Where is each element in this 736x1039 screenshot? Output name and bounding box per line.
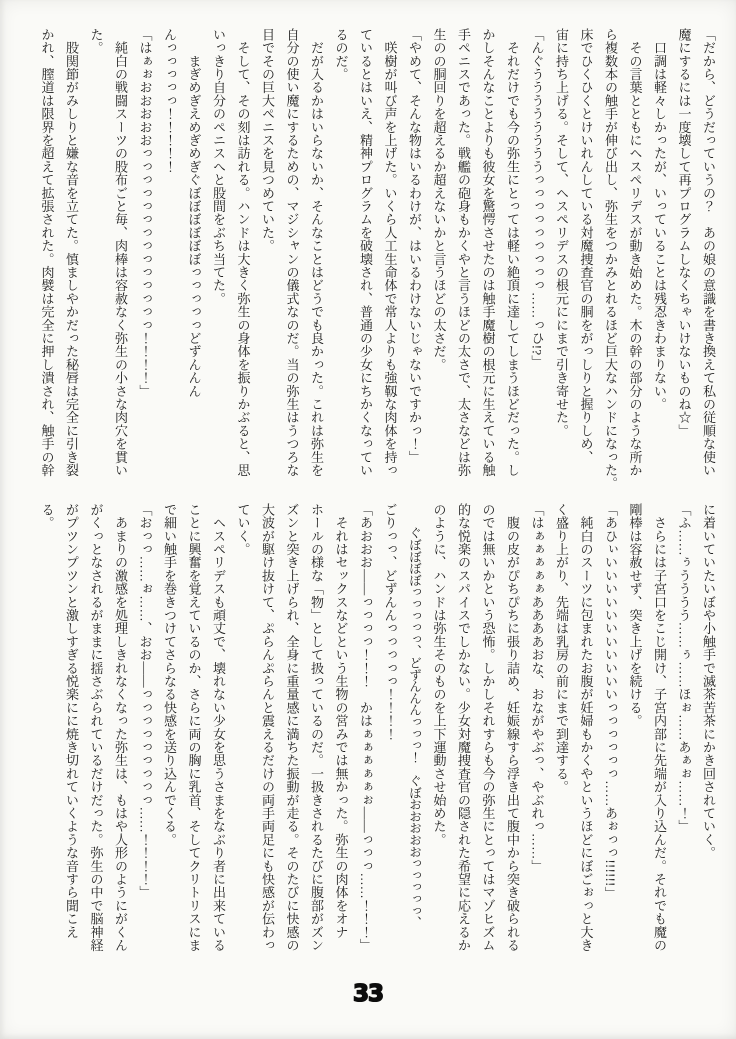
text-line: 「あひぃいいいいいいいいいいいっっっっっっ……あぉっっ!!!!!!」 <box>603 503 618 900</box>
text-line: 純白の戦闘スーツの股布ごと毎、肉棒は容赦なく弥生の小さな肉穴を貫い <box>113 28 128 477</box>
text-line: 「んぐううううううううっっっっっっっっっ……っひ!?」 <box>529 28 545 369</box>
text-line: いっきり自分のペニスへと股間をぶち当てた。 <box>211 28 226 306</box>
text-line: 床でひくひくとけいれんしている対魔捜査官の胴をがっしりと握りしめ、 <box>578 28 594 464</box>
text-line: のように、ハンドは弥生そのものを上下運動させ始めた。 <box>431 503 447 847</box>
text-line: 「だから、どうだっていうの？ あの娘の意識を書き換えて私の従順な使い <box>701 28 716 477</box>
text-line: 咲樹が叫び声を上げた。いくら人工生命体で常人よりも強靱な肉体を持っ <box>382 28 398 477</box>
text-line: 純白のスーツに包まれたお腹が妊婦もかくやというほどにぼごぉっと大き <box>578 503 594 952</box>
text-line: それはセックスなどという生物の営みでは無かった。弥生の肉体をオナ <box>333 503 349 939</box>
page-number: 33 <box>352 981 384 1007</box>
text-line: 腹の皮がぴちぴちに張り詰め、妊娠線すら浮き出て腹中から突き破られる <box>505 503 520 952</box>
text-line: そして、その刻は訪れる。ハンドは大きく弥生の身体を振りかぶると、思 <box>235 28 251 477</box>
text-line: 股関節がみしりと嫌な音を立てた。慎ましやかだった秘唇は完全に引き裂 <box>64 28 79 477</box>
text-line: 手ペニスであった。戦艦の砲身もかくやと言うほどの太さで、太さなどは弥 <box>456 28 471 477</box>
text-line: 「はぁぉおおおおおっっっっっっっっっっっっっっ！！！！」 <box>137 28 153 398</box>
text-line: ズンと突き上げられ、全身に重量感に満ちた振動が走る。そのたびに快感の <box>284 503 300 952</box>
text-line: あまりの激感を処理しきれなくなった弥生は、もはや人形のようにがくん <box>113 503 128 952</box>
text-line: 自分の使い魔にするための、マジシャンの儀式なのだ。当の弥生はうつろな <box>284 28 300 477</box>
text-line: まぎめぎえめぎめぎぐぼぼぼぼぼぼっっっっっどずんんん <box>186 28 202 398</box>
text-line: 魔にするには一度壊して再プログラムしなくちゃいけないものね☆」 <box>676 28 692 438</box>
text-line: 目でその巨大ペニスを見つめていた。 <box>260 28 275 253</box>
text-line: さらには子宮口をこじ開け、子宮内部に先端が入り込んだ。それでも魔の <box>652 503 667 952</box>
text-line: る。 <box>39 503 55 530</box>
text-line: ホールの様な「物」として扱っているのだ。一扱きされるたびに腹部がズン <box>309 503 324 952</box>
text-line: がプツンプツンと激しすぎる悦楽にに焼き切れていくような音すら聞こえ <box>64 503 79 939</box>
text-line: がくっとなされるがままに揺さぶられているだけだった。弥生の中で脳神経 <box>88 503 104 952</box>
text-line: その言葉とともにヘスペリデスが動き始めた。木の幹の部分のような所か <box>627 28 643 477</box>
text-line: く盛り上がり、先端は乳房の前にまで到達する。 <box>554 503 569 794</box>
text-line: るのだ。 <box>333 28 349 81</box>
text-line: ぐぼぼぼぼっっっっっ、どずんんんっっっ！ ぐぼおおおおおっっっっっ、 <box>407 503 421 928</box>
text-block-bottom <box>16 503 720 969</box>
text-line: のでは無いかという恐怖。しかしそれすらも今の弥生にとってはマゾヒズム <box>480 503 496 952</box>
text-line: 「あおおお――っっっっ！！！ かはぁぁぁぁぁぉ――っっっ……！！！」 <box>358 503 373 952</box>
text-line: ヘスペリデスも頑丈で、壊れない少女を思うさまをなぶり者に出来ている <box>211 503 226 952</box>
text-line: 「はぁぁぁぁぁああああおな、おながやぶっ、やぶれっ……」 <box>529 503 545 873</box>
text-block-top <box>16 28 720 494</box>
text-line: 口調は軽々しかったが、いっていることは残忍きわまりない。 <box>652 28 667 411</box>
text-line: ているとはいえ、精神プログラムを破壊され、普通の少女にちかくなってい <box>358 28 373 477</box>
text-line: 「ふ……ぅうううう……ぅ……ほぉ……あぁぉ……！」 <box>676 503 692 833</box>
text-line: 生のの胴回りを超えるか超えないかと言うほどの太さだ。 <box>431 28 447 372</box>
text-line: それだけでも今の弥生にとっては軽い絶頂に達してしまうほどだった。し <box>505 28 520 477</box>
text-line: 「おっっ……ぉ……、おお――っっっっっっっっっ……！！！！」 <box>137 503 153 899</box>
text-line: だが入るかはいらないか、そんなことはどうでも良かった。これは弥生を <box>309 28 324 477</box>
text-line: ら複数本の触手が伸び出し、弥生をつかみとれるほど巨大なハンドになった。 <box>603 28 618 490</box>
text-line: んっっっっっ！！！！！ <box>162 28 177 174</box>
text-line: かしそんなことよりも彼女を驚愕させたのは触手魔樹の根元に生えている触 <box>480 28 496 477</box>
text-line: 大波が駆け抜けて、ぷらんぷらんと震えるだけの両手両足にも快感が伝わっ <box>260 503 275 952</box>
text-line: ことに興奮を覚えているのか、さらに両の胸に乳首、そしてクリトリスにま <box>186 503 202 952</box>
text-line: 宙に持ち上げる。そして、ヘスペリデスの根元ににまで引き寄せた。 <box>554 28 569 438</box>
text-line: で細い触手を巻きつけてさらなる快感を送り込んでくる。 <box>162 503 177 847</box>
text-line: かれ、膣道は限界を超えて拡張された。肉襞は完全に押し潰され、触手の幹 <box>39 28 55 477</box>
text-line: 的な悦楽のスパイスでしかない。少女対魔捜査官の隠された希望に応えるか <box>456 503 471 952</box>
text-line: 「やめて、そんな物はいるわけが、はいるわけないじゃないですかっ！」 <box>407 28 422 464</box>
text-line: 剛棒は容赦せず、突き上げを続ける。 <box>627 503 643 728</box>
text-line: た。 <box>88 28 104 55</box>
text-line: に着いていたいぼや小触手で滅茶苦茶にかき回されていく。 <box>701 503 716 860</box>
text-line: ごりっっ、どずんんっっっっっ！！！！ <box>382 503 398 741</box>
text-line: ていく。 <box>235 503 251 556</box>
